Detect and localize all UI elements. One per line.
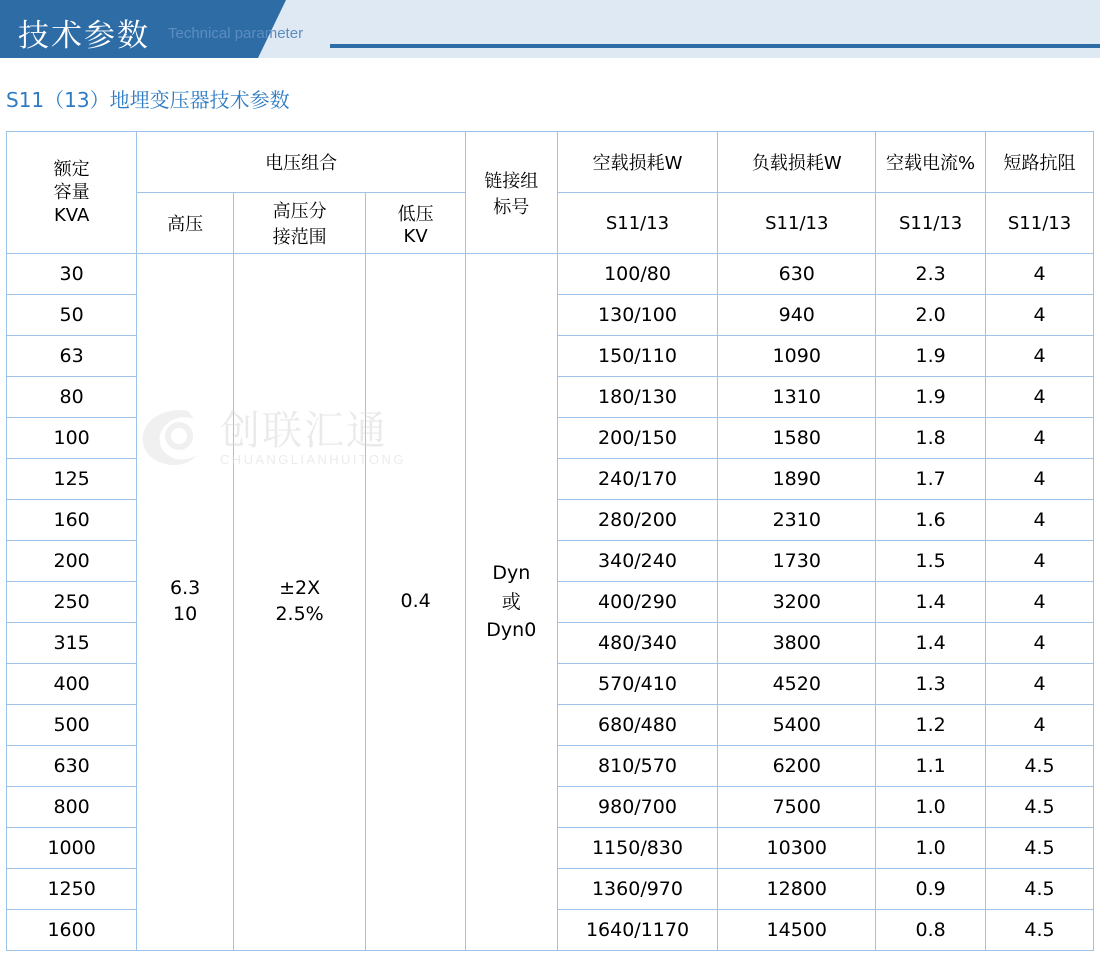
cell-short-circuit: 4 bbox=[986, 500, 1094, 541]
cell-rated-capacity: 50 bbox=[7, 295, 137, 336]
header-model-no-load-loss: S11/13 bbox=[557, 193, 718, 254]
header-connection-group bbox=[466, 132, 558, 254]
cell-short-circuit: 4 bbox=[986, 623, 1094, 664]
cell-rated-capacity: 200 bbox=[7, 541, 137, 582]
page-title: S11（13）地埋变压器技术参数 bbox=[6, 88, 290, 112]
cell-load-loss: 14500 bbox=[718, 910, 876, 951]
header-voltage-combination: 电压组合 bbox=[137, 132, 466, 193]
cell-no-load-current: 1.4 bbox=[876, 623, 986, 664]
cell-load-loss: 2310 bbox=[718, 500, 876, 541]
header-model-short-circuit: S11/13 bbox=[986, 193, 1094, 254]
cell-no-load-current: 0.9 bbox=[876, 869, 986, 910]
cell-high-voltage-line2: 10 bbox=[173, 603, 198, 625]
cell-load-loss: 1310 bbox=[718, 377, 876, 418]
cell-rated-capacity: 1250 bbox=[7, 869, 137, 910]
cell-short-circuit: 4 bbox=[986, 336, 1094, 377]
cell-no-load-loss: 680/480 bbox=[557, 705, 718, 746]
header-hv-tap-range bbox=[233, 193, 365, 254]
header-load-loss: 负载损耗W bbox=[718, 132, 876, 193]
cell-hv-tap-range-line2: 2.5% bbox=[275, 603, 324, 625]
cell-load-loss: 12800 bbox=[718, 869, 876, 910]
cell-no-load-loss: 400/290 bbox=[557, 582, 718, 623]
cell-no-load-current: 1.2 bbox=[876, 705, 986, 746]
cell-high-voltage-line1: 6.3 bbox=[169, 577, 201, 600]
cell-load-loss: 1090 bbox=[718, 336, 876, 377]
banner-title-cn: 技术参数 bbox=[18, 18, 150, 54]
header-rated-capacity bbox=[7, 132, 137, 254]
cell-no-load-current: 1.5 bbox=[876, 541, 986, 582]
cell-load-loss: 1890 bbox=[718, 459, 876, 500]
cell-no-load-loss: 180/130 bbox=[557, 377, 718, 418]
cell-no-load-current: 1.6 bbox=[876, 500, 986, 541]
cell-no-load-current: 0.8 bbox=[876, 910, 986, 951]
cell-connection-group-merged bbox=[466, 254, 558, 951]
cell-short-circuit: 4 bbox=[986, 254, 1094, 295]
cell-hv-tap-range-line1: ±2X bbox=[279, 577, 321, 600]
cell-short-circuit: 4 bbox=[986, 377, 1094, 418]
cell-no-load-loss: 480/340 bbox=[557, 623, 718, 664]
cell-load-loss: 6200 bbox=[718, 746, 876, 787]
cell-no-load-loss: 200/150 bbox=[557, 418, 718, 459]
cell-rated-capacity: 100 bbox=[7, 418, 137, 459]
watermark-en: CHUANGLIANHUITONG bbox=[220, 451, 406, 467]
cell-short-circuit: 4 bbox=[986, 459, 1094, 500]
table-head bbox=[7, 132, 1094, 254]
cell-no-load-current: 1.4 bbox=[876, 582, 986, 623]
header-connection-group-line1: 链接组 bbox=[484, 170, 539, 192]
cell-low-voltage-merged: 0.4 bbox=[366, 254, 466, 951]
cell-no-load-current: 1.9 bbox=[876, 336, 986, 377]
cell-rated-capacity: 80 bbox=[7, 377, 137, 418]
cell-load-loss: 630 bbox=[718, 254, 876, 295]
cell-rated-capacity: 1000 bbox=[7, 828, 137, 869]
header-no-load-loss: 空载损耗W bbox=[557, 132, 718, 193]
banner-underline bbox=[330, 44, 1100, 48]
cell-load-loss: 1580 bbox=[718, 418, 876, 459]
header-hv-tap-range-line1: 高压分 bbox=[272, 201, 327, 222]
header-no-load-current: 空载电流% bbox=[876, 132, 986, 193]
cell-connection-group-line3: Dyn0 bbox=[486, 619, 537, 642]
banner-title-en: Technical parameter bbox=[168, 25, 304, 42]
cell-high-voltage-merged bbox=[137, 254, 234, 951]
cell-connection-group-line1: Dyn bbox=[492, 562, 531, 585]
cell-no-load-loss: 100/80 bbox=[557, 254, 718, 295]
cell-no-load-current: 2.3 bbox=[876, 254, 986, 295]
cell-no-load-loss: 1150/830 bbox=[557, 828, 718, 869]
cell-short-circuit: 4 bbox=[986, 664, 1094, 705]
header-short-circuit-impedance: 短路抗阻 bbox=[986, 132, 1094, 193]
cell-no-load-current: 1.9 bbox=[876, 377, 986, 418]
cell-no-load-loss: 1640/1170 bbox=[557, 910, 718, 951]
cell-no-load-loss: 570/410 bbox=[557, 664, 718, 705]
cell-load-loss: 1730 bbox=[718, 541, 876, 582]
cell-no-load-loss: 240/170 bbox=[557, 459, 718, 500]
cell-no-load-current: 1.0 bbox=[876, 828, 986, 869]
cell-load-loss: 940 bbox=[718, 295, 876, 336]
cell-no-load-loss: 810/570 bbox=[557, 746, 718, 787]
cell-rated-capacity: 400 bbox=[7, 664, 137, 705]
spec-table-container bbox=[6, 131, 1094, 951]
header-high-voltage: 高压 bbox=[137, 193, 234, 254]
cell-rated-capacity: 125 bbox=[7, 459, 137, 500]
cell-rated-capacity: 800 bbox=[7, 787, 137, 828]
header-rated-capacity-line2: 容量 bbox=[53, 181, 90, 203]
header-low-voltage-line2: KV bbox=[403, 225, 428, 247]
cell-short-circuit: 4 bbox=[986, 295, 1094, 336]
header-model-load-loss: S11/13 bbox=[718, 193, 876, 254]
header-rated-capacity-line1: 额定 bbox=[53, 158, 90, 180]
cell-short-circuit: 4 bbox=[986, 541, 1094, 582]
cell-short-circuit: 4 bbox=[986, 582, 1094, 623]
header-model-no-load-current: S11/13 bbox=[876, 193, 986, 254]
cell-no-load-current: 1.8 bbox=[876, 418, 986, 459]
spec-table bbox=[6, 131, 1094, 951]
cell-short-circuit: 4.5 bbox=[986, 869, 1094, 910]
cell-rated-capacity: 1600 bbox=[7, 910, 137, 951]
cell-load-loss: 5400 bbox=[718, 705, 876, 746]
cell-short-circuit: 4 bbox=[986, 705, 1094, 746]
cell-rated-capacity: 250 bbox=[7, 582, 137, 623]
cell-load-loss: 4520 bbox=[718, 664, 876, 705]
cell-no-load-current: 2.0 bbox=[876, 295, 986, 336]
cell-load-loss: 10300 bbox=[718, 828, 876, 869]
cell-short-circuit: 4 bbox=[986, 418, 1094, 459]
cell-no-load-current: 1.0 bbox=[876, 787, 986, 828]
table-body bbox=[7, 254, 1094, 951]
cell-rated-capacity: 63 bbox=[7, 336, 137, 377]
cell-short-circuit: 4.5 bbox=[986, 787, 1094, 828]
cell-rated-capacity: 160 bbox=[7, 500, 137, 541]
cell-connection-group-line2: 或 bbox=[501, 590, 521, 613]
cell-no-load-loss: 150/110 bbox=[557, 336, 718, 377]
watermark-cn: 创联汇通 bbox=[220, 407, 388, 454]
cell-no-load-loss: 280/200 bbox=[557, 500, 718, 541]
page-header-banner bbox=[0, 0, 1100, 58]
cell-no-load-current: 1.1 bbox=[876, 746, 986, 787]
header-low-voltage-line1: 低压 bbox=[397, 203, 434, 225]
header-hv-tap-range-line2: 接范围 bbox=[272, 227, 327, 248]
cell-load-loss: 7500 bbox=[718, 787, 876, 828]
cell-no-load-current: 1.3 bbox=[876, 664, 986, 705]
cell-short-circuit: 4.5 bbox=[986, 828, 1094, 869]
cell-no-load-loss: 340/240 bbox=[557, 541, 718, 582]
cell-rated-capacity: 630 bbox=[7, 746, 137, 787]
cell-load-loss: 3200 bbox=[718, 582, 876, 623]
cell-no-load-loss: 1360/970 bbox=[557, 869, 718, 910]
cell-no-load-loss: 980/700 bbox=[557, 787, 718, 828]
cell-rated-capacity: 315 bbox=[7, 623, 137, 664]
cell-load-loss: 3800 bbox=[718, 623, 876, 664]
table-header-row-1 bbox=[7, 132, 1094, 193]
cell-hv-tap-range-merged bbox=[233, 254, 365, 951]
cell-rated-capacity: 500 bbox=[7, 705, 137, 746]
header-rated-capacity-line3: KVA bbox=[53, 205, 90, 227]
cell-short-circuit: 4.5 bbox=[986, 746, 1094, 787]
header-connection-group-line2: 标号 bbox=[493, 196, 530, 218]
cell-no-load-current: 1.7 bbox=[876, 459, 986, 500]
cell-rated-capacity: 30 bbox=[7, 254, 137, 295]
header-low-voltage bbox=[366, 193, 466, 254]
table-row bbox=[7, 254, 1094, 295]
cell-no-load-loss: 130/100 bbox=[557, 295, 718, 336]
cell-short-circuit: 4.5 bbox=[986, 910, 1094, 951]
